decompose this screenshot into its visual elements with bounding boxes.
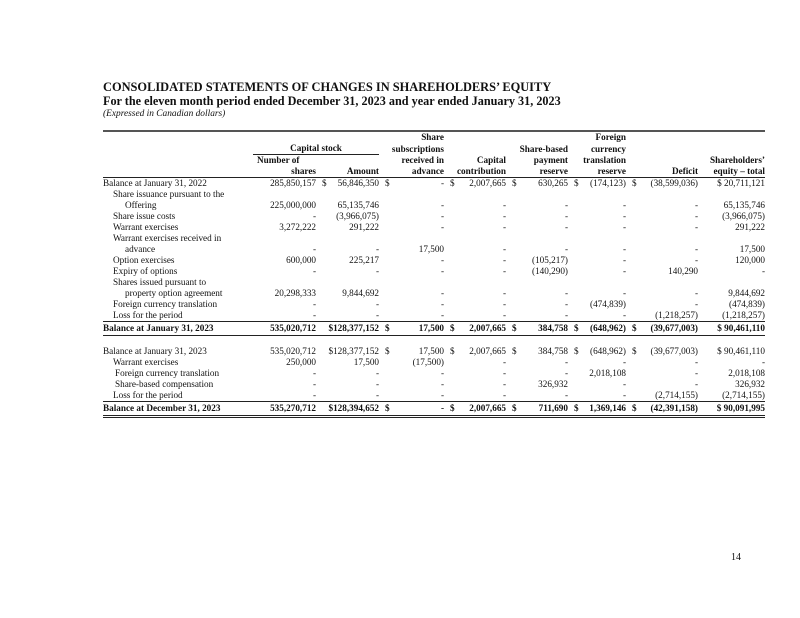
cell-cap: - — [444, 390, 506, 402]
currency-symbol: $ — [450, 346, 455, 356]
table-row — [103, 189, 765, 200]
cell-fct — [568, 189, 626, 200]
currency-symbol: $ — [574, 323, 579, 333]
table-row — [103, 222, 765, 233]
currency-note: (Expressed in Canadian dollars) — [103, 109, 226, 119]
table-row — [103, 200, 765, 211]
header-share-based-2: payment — [533, 155, 568, 165]
table-row — [103, 244, 765, 255]
cell-amount: 225,217 — [349, 255, 379, 265]
header-total-1: Shareholders’ — [710, 155, 765, 165]
table-row — [103, 233, 765, 244]
cell-sub: - — [440, 211, 444, 221]
row-label: Balance at December 31, 2023 — [103, 402, 253, 417]
cell-shares: 250,000 — [286, 357, 316, 367]
currency-symbol: $ — [574, 403, 579, 413]
cell-value: (42,391,158) — [650, 403, 698, 413]
cell-cap — [444, 189, 506, 200]
cell-tot: 326,932 — [735, 379, 765, 389]
statement-title: CONSOLIDATED STATEMENTS OF CHANGES IN SHAREHOLDERS’ EQUITY — [103, 80, 552, 94]
cell-amount: 17,500 — [353, 357, 379, 367]
cell-fct: 2,018,108 — [589, 368, 626, 378]
currency-symbol: $ — [322, 178, 327, 188]
cell-value: 384,758 — [538, 346, 568, 356]
row-label: Loss for the period — [103, 390, 253, 402]
cell-amount — [316, 233, 379, 244]
cell-amount: $128,377,152 — [328, 346, 379, 356]
cell-sub: - — [379, 390, 444, 402]
row-label: Share issue costs — [113, 211, 176, 221]
cell-def: - — [694, 222, 698, 232]
header-subscriptions-3: received in — [401, 155, 444, 165]
currency-symbol: $ — [574, 346, 579, 356]
cell-sbp: - — [564, 222, 568, 232]
cell-fct: - — [622, 222, 626, 232]
currency-symbol: $ — [385, 346, 390, 356]
table-row — [103, 346, 765, 357]
cell-tot: (1,218,257) — [698, 310, 765, 322]
cell-cap: - — [502, 299, 506, 309]
cell-tot: 17,500 — [739, 244, 765, 254]
row-label: Warrant exercises — [113, 357, 179, 367]
table-row — [103, 310, 765, 322]
cell-cap: - — [502, 211, 506, 221]
cell-tot: $ 20,711,121 — [717, 178, 765, 188]
row-label: Foreign currency translation — [113, 299, 218, 309]
cell-sbp: - — [564, 244, 568, 254]
cell-cap: - — [502, 368, 506, 378]
table-row — [103, 368, 765, 379]
currency-symbol: $ — [512, 178, 517, 188]
cell-shares: 20,298,333 — [274, 288, 316, 298]
cell-tot: $ 90,091,995 — [698, 402, 765, 417]
cell-fct: - — [622, 211, 626, 221]
row-label: Option exercises — [113, 255, 175, 265]
cell-shares: 535,020,712 — [270, 346, 316, 356]
cell-sub: - — [440, 222, 444, 232]
cell-cap: - — [502, 379, 506, 389]
cell-tot: 120,000 — [735, 255, 765, 265]
cell-value: 384,758 — [538, 323, 568, 333]
cell-def: - — [694, 288, 698, 298]
cell-cap: - — [502, 244, 506, 254]
cell-tot: $ 90,461,110 — [698, 322, 765, 336]
cell-shares: 3,272,222 — [279, 222, 316, 232]
cell-sbp: (105,217) — [532, 255, 568, 265]
cell-shares: - — [312, 211, 316, 221]
currency-symbol: $ — [385, 323, 390, 333]
header-subscriptions-2: subscriptions — [391, 143, 444, 154]
cell-cap — [444, 322, 506, 336]
cell-fct: - — [622, 244, 626, 254]
cell-value: 630,265 — [538, 178, 568, 188]
cell-cap — [444, 277, 506, 288]
header-total-2: equity – total — [698, 166, 765, 178]
page-number: 14 — [731, 552, 741, 563]
cell-value: 2,007,665 — [469, 403, 506, 413]
cell-tot: (2,714,155) — [698, 390, 765, 402]
header-subscriptions-4: advance — [379, 166, 444, 178]
header-amount: Amount — [316, 166, 379, 178]
cell-sub — [379, 277, 444, 288]
cell-value: 1,369,146 — [589, 403, 626, 413]
cell-def — [626, 346, 698, 357]
cell-value: (38,599,036) — [650, 178, 698, 188]
cell-shares — [253, 233, 316, 244]
cell-shares: 225,000,000 — [270, 200, 316, 210]
cell-fct: (474,839) — [590, 299, 626, 309]
row-label: Warrant exercises received in — [113, 233, 222, 243]
cell-sbp: (140,290) — [532, 266, 568, 276]
cell-sbp: - — [564, 357, 568, 367]
header-capital-1: Capital — [476, 155, 506, 165]
spacer-row — [103, 336, 765, 347]
row-label: Shares issued pursuant to — [113, 277, 207, 287]
cell-def: 140,290 — [668, 266, 698, 276]
cell-cap — [444, 402, 506, 417]
cell-value: 56,846,350 — [337, 178, 379, 188]
cell-cap: - — [502, 222, 506, 232]
cell-fct: - — [622, 255, 626, 265]
cell-def: (1,218,257) — [626, 310, 698, 322]
cell-shares: - — [312, 244, 316, 254]
cell-sbp: - — [564, 288, 568, 298]
cell-sbp: - — [564, 368, 568, 378]
header-share-based-3: reserve — [506, 166, 568, 178]
cell-fct: - — [568, 390, 626, 402]
cell-cap: - — [502, 255, 506, 265]
cell-def: - — [694, 299, 698, 309]
cell-amount: $128,377,152 — [316, 322, 379, 336]
row-label: Balance at January 31, 2022 — [103, 178, 207, 188]
cell-shares: - — [312, 379, 316, 389]
cell-shares: 285,850,157 — [270, 178, 316, 188]
row-label: Foreign currency translation — [115, 368, 220, 378]
row-label: Loss for the period — [103, 310, 253, 322]
cell-amount: (3,966,075) — [336, 211, 379, 221]
cell-sbp — [506, 178, 568, 190]
row-label: Share-based compensation — [115, 379, 214, 389]
cell-def — [626, 402, 698, 417]
cell-def: - — [694, 379, 698, 389]
cell-sbp: - — [506, 390, 568, 402]
row-label: Warrant exercises — [113, 222, 179, 232]
cell-sub — [379, 402, 444, 417]
cell-shares: - — [253, 310, 316, 322]
cell-def — [626, 189, 698, 200]
cell-tot — [698, 233, 765, 244]
table-row — [103, 379, 765, 390]
currency-symbol: $ — [512, 403, 517, 413]
cell-amount: 9,844,692 — [342, 288, 379, 298]
cell-cap — [444, 178, 506, 190]
currency-symbol: $ — [512, 323, 517, 333]
cell-shares: 535,270,712 — [253, 402, 316, 417]
cell-value: - — [440, 178, 444, 188]
cell-sbp — [506, 346, 568, 357]
cell-amount: - — [316, 310, 379, 322]
cell-sbp: - — [564, 200, 568, 210]
cell-amount: 291,222 — [349, 222, 379, 232]
cell-value: 17,500 — [418, 323, 444, 333]
cell-def: - — [694, 200, 698, 210]
cell-fct: - — [622, 288, 626, 298]
cell-sbp: - — [564, 299, 568, 309]
table-row — [103, 299, 765, 310]
cell-tot: 2,018,108 — [728, 368, 765, 378]
cell-tot: - — [761, 266, 765, 276]
cell-def: - — [694, 368, 698, 378]
table-row — [103, 178, 765, 190]
cell-amount — [316, 277, 379, 288]
cell-sub — [379, 233, 444, 244]
table-row — [103, 288, 765, 299]
cell-amount: - — [375, 244, 379, 254]
cell-sub: - — [440, 200, 444, 210]
cell-tot — [698, 189, 765, 200]
cell-tot: (474,839) — [729, 299, 765, 309]
header-shares-2: shares — [253, 166, 316, 178]
cell-shares: - — [312, 368, 316, 378]
cell-value: 17,500 — [418, 346, 444, 356]
cell-shares: 600,000 — [286, 255, 316, 265]
cell-value: 2,007,665 — [469, 323, 506, 333]
cell-sbp: - — [564, 211, 568, 221]
cell-value: 711,690 — [538, 403, 568, 413]
currency-symbol: $ — [574, 178, 579, 188]
cell-amount — [316, 189, 379, 200]
header-deficit: Deficit — [626, 166, 698, 178]
row-label: Offering — [125, 200, 157, 210]
header-shares-1: Number of — [257, 155, 300, 165]
cell-fct: - — [622, 266, 626, 276]
header-capital-2: contribution — [444, 166, 506, 178]
cell-amount — [316, 178, 379, 190]
cell-value: (174,123) — [590, 178, 626, 188]
cell-tot: - — [761, 357, 765, 367]
cell-value: (648,962) — [590, 323, 626, 333]
cell-sbp: 326,932 — [538, 379, 568, 389]
cell-shares: - — [312, 299, 316, 309]
cell-fct — [568, 178, 626, 190]
cell-def — [626, 322, 698, 336]
cell-fct: - — [568, 310, 626, 322]
cell-sbp — [506, 189, 568, 200]
header-fct-1: Foreign — [595, 132, 626, 142]
cell-sbp — [506, 402, 568, 417]
cell-shares: 535,020,712 — [253, 322, 316, 336]
cell-amount: - — [375, 299, 379, 309]
cell-def: (2,714,155) — [626, 390, 698, 402]
cell-tot — [698, 277, 765, 288]
row-label: Share issuance pursuant to the — [113, 189, 225, 199]
header-fct-3: translation — [583, 155, 626, 165]
header-fct-2: currency — [590, 143, 626, 154]
cell-fct: - — [622, 200, 626, 210]
cell-amount: - — [375, 368, 379, 378]
cell-sub — [379, 189, 444, 200]
currency-symbol: $ — [512, 346, 517, 356]
cell-def: - — [694, 211, 698, 221]
cell-cap: - — [502, 200, 506, 210]
currency-symbol: $ — [450, 403, 455, 413]
cell-value: - — [440, 403, 444, 413]
table-row — [103, 277, 765, 288]
cell-amount: - — [316, 390, 379, 402]
header-share-based-1: Share-based — [519, 143, 568, 154]
cell-tot: $ 90,461,110 — [717, 346, 765, 356]
row-label: Balance at January 31, 2023 — [103, 346, 207, 356]
currency-symbol: $ — [632, 346, 637, 356]
table-row — [103, 211, 765, 222]
cell-sub: - — [379, 310, 444, 322]
table-row — [103, 357, 765, 368]
row-label: Balance at January 31, 2023 — [103, 322, 253, 336]
cell-tot: 9,844,692 — [728, 288, 765, 298]
cell-def — [626, 277, 698, 288]
cell-sbp: - — [506, 310, 568, 322]
cell-sbp — [506, 277, 568, 288]
row-label: property option agreement — [125, 288, 223, 298]
cell-fct — [568, 233, 626, 244]
table-row — [103, 390, 765, 402]
cell-def — [626, 233, 698, 244]
cell-amount: - — [375, 379, 379, 389]
cell-tot: (3,966,075) — [722, 211, 765, 221]
cell-sub: - — [440, 266, 444, 276]
cell-fct — [568, 346, 626, 357]
equity-table — [103, 130, 765, 418]
cell-cap: - — [444, 310, 506, 322]
currency-symbol: $ — [450, 323, 455, 333]
cell-value: (39,677,003) — [650, 346, 698, 356]
cell-value: 2,007,665 — [469, 346, 506, 356]
cell-sbp — [506, 322, 568, 336]
currency-symbol: $ — [385, 403, 390, 413]
currency-symbol: $ — [632, 178, 637, 188]
cell-sub: (17,500) — [412, 357, 444, 367]
cell-amount: $128,394,652 — [316, 402, 379, 417]
cell-sub — [379, 322, 444, 336]
cell-cap — [444, 233, 506, 244]
cell-sub — [379, 346, 444, 357]
cell-cap: - — [502, 266, 506, 276]
header-capital-stock: Capital stock — [253, 143, 379, 155]
cell-fct: - — [622, 379, 626, 389]
cell-fct — [568, 277, 626, 288]
cell-sub: - — [440, 288, 444, 298]
cell-def — [626, 178, 698, 190]
row-label: advance — [125, 244, 156, 254]
cell-def: - — [694, 244, 698, 254]
cell-tot: 65,135,746 — [723, 200, 765, 210]
cell-value: 2,007,665 — [469, 178, 506, 188]
cell-def: - — [694, 357, 698, 367]
cell-fct — [568, 322, 626, 336]
cell-fct — [568, 402, 626, 417]
cell-cap: - — [502, 357, 506, 367]
cell-amount: 65,135,746 — [337, 200, 379, 210]
cell-amount: - — [375, 266, 379, 276]
header-fct-4: reserve — [568, 166, 626, 178]
cell-shares — [253, 277, 316, 288]
currency-symbol: $ — [632, 403, 637, 413]
table-row — [103, 255, 765, 266]
currency-symbol: $ — [632, 323, 637, 333]
header-subscriptions-1: Share — [421, 132, 444, 142]
cell-sub: - — [440, 368, 444, 378]
cell-tot: 291,222 — [735, 222, 765, 232]
cell-sub: - — [440, 299, 444, 309]
cell-sub: - — [440, 379, 444, 389]
statement-subtitle: For the eleven month period ended December 31, 2023 and year ended January 31, 2023 — [103, 94, 561, 108]
table-row — [103, 266, 765, 277]
cell-cap: - — [502, 288, 506, 298]
row-label: Expiry of options — [113, 266, 178, 276]
cell-sub: - — [440, 255, 444, 265]
cell-fct: - — [622, 357, 626, 367]
cell-sub — [379, 178, 444, 190]
cell-shares: - — [312, 266, 316, 276]
total-row — [103, 322, 765, 336]
cell-value: (648,962) — [590, 346, 626, 356]
cell-shares: - — [253, 390, 316, 402]
total-row — [103, 402, 765, 417]
currency-symbol: $ — [385, 178, 390, 188]
cell-cap — [444, 346, 506, 357]
cell-value: (39,677,003) — [650, 323, 698, 333]
currency-symbol: $ — [450, 178, 455, 188]
cell-shares — [253, 189, 316, 200]
cell-sub: 17,500 — [418, 244, 444, 254]
table-body — [103, 178, 765, 417]
cell-def: - — [694, 255, 698, 265]
cell-sbp — [506, 233, 568, 244]
